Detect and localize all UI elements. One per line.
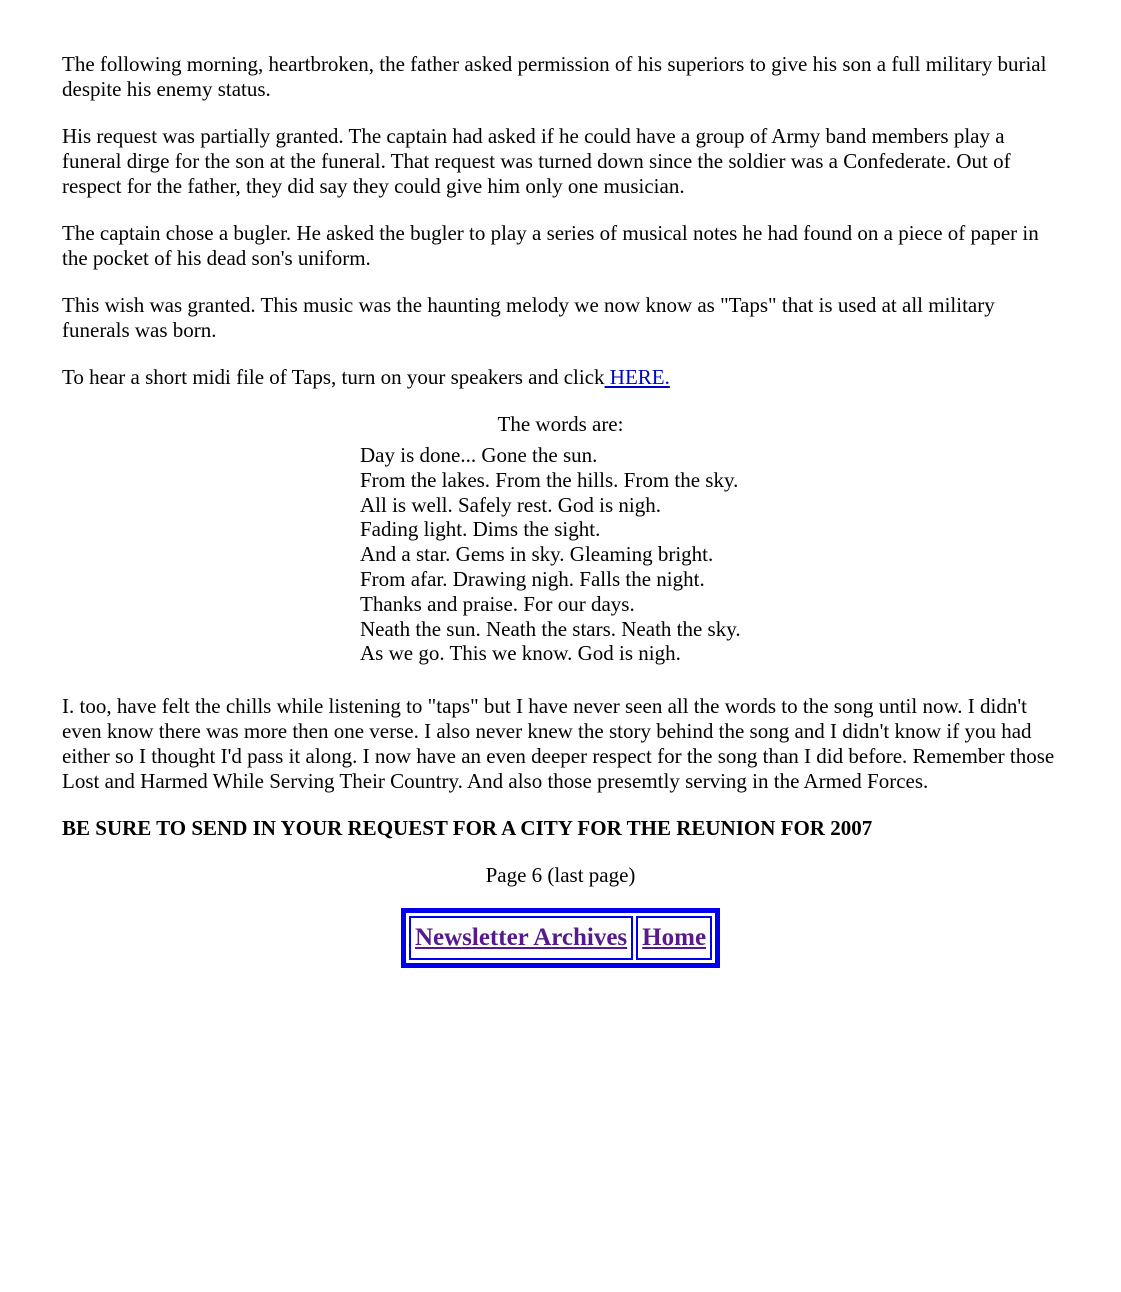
newsletter-archives-link[interactable]: Newsletter Archives bbox=[414, 924, 628, 952]
verse-line: Neath the sun. Neath the stars. Neath the sky. bbox=[360, 616, 741, 641]
reunion-reminder: BE SURE TO SEND IN YOUR REQUEST FOR A CITY FOR THE REUNION FOR 2007 bbox=[62, 816, 873, 841]
verse-line: As we go. This we know. God is nigh. bbox=[360, 641, 681, 666]
words-heading: The words are: bbox=[497, 412, 624, 436]
verse-line: And a star. Gems in sky. Gleaming bright. bbox=[360, 542, 714, 567]
verse-line: Day is done... Gone the sun. bbox=[360, 443, 598, 467]
verse-line: From afar. Drawing nigh. Falls the night. bbox=[360, 566, 705, 591]
page-indicator: Page 6 (last page) bbox=[485, 863, 636, 888]
paragraph-request-granted: His request was partially granted. The captain had asked if he could have a group of Army band members play a funeral dirge for the son at the funeral. That request was turned down since the soldier was a Confederate. Out of respect for the father, they did say they could give him only one musician. bbox=[62, 124, 1011, 198]
paragraph-father-request: The following morning, heartbroken, the father asked permission of his superiors to give his son a full military burial despite his enemy status. bbox=[62, 52, 1047, 101]
verse-line: Fading light. Dims the sight. bbox=[360, 517, 601, 542]
nav-table bbox=[401, 908, 720, 968]
bottom-navigation bbox=[62, 908, 1059, 968]
paragraph-taps-born: This wish was granted. This music was the haunting melody we now know as "Taps" that is used at all military funerals was born. bbox=[62, 293, 995, 342]
nav-cell-home bbox=[636, 916, 712, 960]
paragraph-personal-note: I. too, have felt the chills while listening to "taps" but I have never seen all the words to the song until now. I didn't even know there was more then one verse. I also never knew the story behind the song and I didn't know if you had either so I thought I'd pass it along. I now have an even deeper respect for the song than I did before. Remember those Lost and Harmed While Serving Their Country. And also those presemtly serving in the Armed Forces. bbox=[62, 694, 1055, 794]
taps-verse bbox=[360, 443, 1059, 666]
paragraph-midi bbox=[62, 365, 1059, 390]
verse-line: From the lakes. From the hills. From the sky. bbox=[360, 467, 739, 492]
home-link[interactable]: Home bbox=[642, 924, 707, 952]
paragraph-bugler: The captain chose a bugler. He asked the bugler to play a series of musical notes he had found on a piece of paper in the pocket of his dead son's uniform. bbox=[62, 221, 1039, 270]
verse-line: All is well. Safely rest. God is nigh. bbox=[360, 492, 661, 517]
verse-line: Thanks and praise. For our days. bbox=[360, 591, 635, 616]
midi-instruction-text: To hear a short midi file of Taps, turn on your speakers and click bbox=[62, 365, 605, 389]
midi-here-link[interactable]: HERE. bbox=[604, 365, 670, 389]
nav-cell-archives bbox=[409, 916, 633, 960]
